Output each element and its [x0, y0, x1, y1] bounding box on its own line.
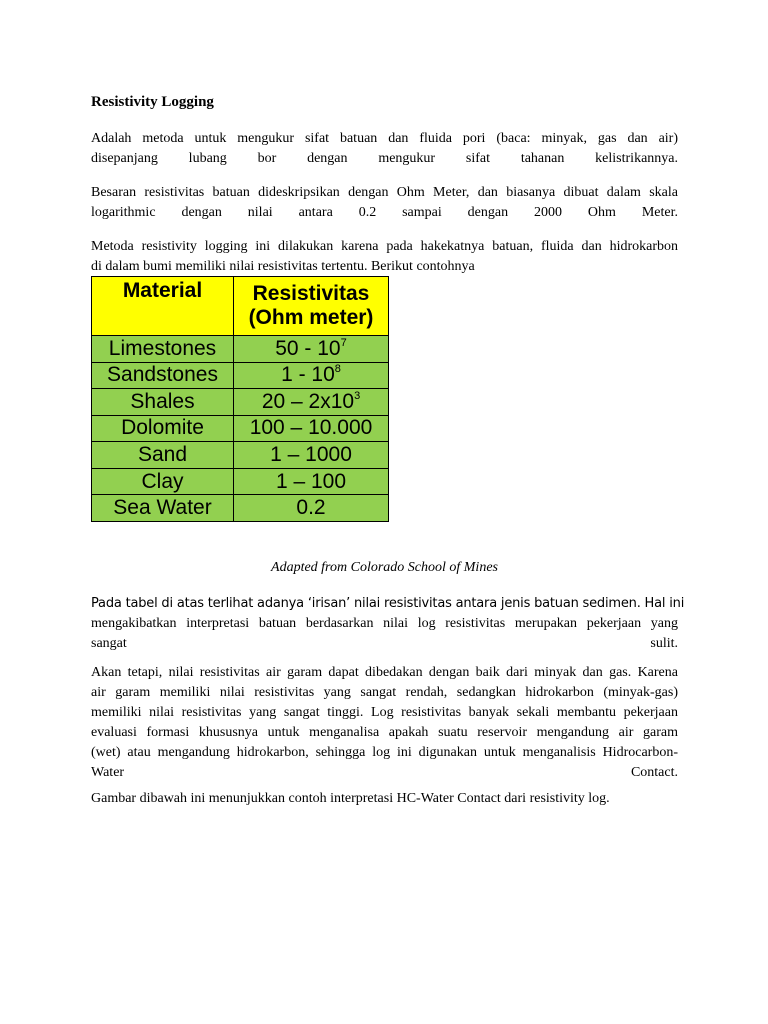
table-row — [92, 468, 389, 495]
cell-value: 1 – 1000 — [234, 442, 389, 469]
paragraph-line: memiliki nilai resistivitas yang sangat tinggi. Log resistivitas banyak sekali membantu pekerjaan — [91, 705, 678, 720]
cell-material: Clay — [92, 468, 234, 495]
paragraph-overlap — [91, 594, 685, 654]
cell-value: $1 - 10^8$ — [234, 362, 389, 389]
table-row — [92, 389, 389, 416]
paragraph-line: Pada tabel di atas terlihat adanya ‘irisan’ nilai resistivitas antara jenis batuan sedimen. Hal ini — [91, 596, 685, 611]
paragraph-line: Besaran resistivitas batuan dideskripsikan dengan Ohm Meter, dan biasanya dibuat dalam skala — [91, 185, 678, 200]
header-material: Material — [92, 277, 234, 336]
cell-material: Sandstones — [92, 362, 234, 389]
cell-material: Dolomite — [92, 415, 234, 442]
paragraph-line: Gambar dibawah ini menunjukkan contoh interpretasi HC-Water Contact dari resistivity log. — [91, 791, 610, 806]
paragraph-line: logarithmic dengan nilai antara 0.2 sampai dengan 2000 Ohm Meter. — [91, 205, 678, 220]
paragraph-line-split — [91, 634, 678, 654]
paragraph-line: (wet) atau mengandung hidrokarbon, sehingga log ini digunakan untuk menganalisis Hidrocarbon- — [91, 745, 678, 760]
paragraph-line: di dalam bumi memiliki nilai resistivitas tertentu. Berikut contohnya — [91, 259, 475, 274]
paragraph-line: air garam memiliki nilai resistivitas yang sangat rendah, sedangkan hidrokarbon (minyak-gas) — [91, 685, 678, 700]
line-start-text: Water — [91, 765, 125, 780]
table-caption: Adapted from Colorado School of Mines — [271, 560, 498, 575]
cell-value: 100 – 10.000 — [234, 415, 389, 442]
paragraph-line — [91, 763, 678, 783]
paragraph-ohm-meter — [91, 183, 678, 223]
table-row — [92, 495, 389, 522]
cell-value: $20 - 2x10^3$ — [234, 389, 389, 416]
line-end-text: sulit. — [650, 636, 678, 651]
paragraph-line: disepanjang lubang bor dengan mengukur sifat tahanan kelistrikannya. — [91, 151, 678, 166]
cell-material: Sea Water — [92, 495, 234, 522]
line-start-text: sangat — [91, 636, 127, 651]
cell-material: Limestones — [92, 336, 234, 363]
document-title: Resistivity Logging — [91, 94, 214, 110]
cell-value: 0.2 — [234, 495, 389, 522]
paragraph-saltwater — [91, 663, 678, 783]
resistivity-table — [91, 276, 389, 522]
paragraph-line: mengakibatkan interpretasi batuan berdasarkan nilai log resistivitas merupakan pekerjaan yang — [91, 616, 678, 631]
paragraph-figure-intro — [91, 789, 678, 809]
line-end-text: Contact. — [630, 765, 678, 780]
table-header-row — [92, 277, 389, 336]
cell-material: Sand — [92, 442, 234, 469]
header-resistivity-line1: Resistivitas — [252, 282, 370, 305]
paragraph-intro-table — [91, 237, 678, 277]
table-row — [92, 415, 389, 442]
cell-value: 1 – 100 — [234, 468, 389, 495]
cell-material: Shales — [92, 389, 234, 416]
table-row — [92, 362, 389, 389]
header-resistivity — [234, 277, 389, 336]
header-resistivity-line2: (Ohm meter) — [248, 306, 374, 329]
table-row — [92, 442, 389, 469]
table-row — [92, 336, 389, 363]
paragraph-line: Akan tetapi, nilai resistivitas air garam dapat dibedakan dengan baik dari minyak dan gas. Karena — [91, 665, 678, 680]
cell-value: $50 - 10^7$ — [234, 336, 389, 363]
paragraph-definition — [91, 129, 678, 169]
paragraph-line: Adalah metoda untuk mengukur sifat batuan dan fluida pori (baca: minyak, gas dan air) — [91, 131, 678, 146]
paragraph-line: Metoda resistivity logging ini dilakukan karena pada hakekatnya batuan, fluida dan hidrokarbon — [91, 239, 678, 254]
paragraph-line: evaluasi formasi khususnya untuk menganalisa apakah suatu reservoir mengandung air garam — [91, 725, 678, 740]
